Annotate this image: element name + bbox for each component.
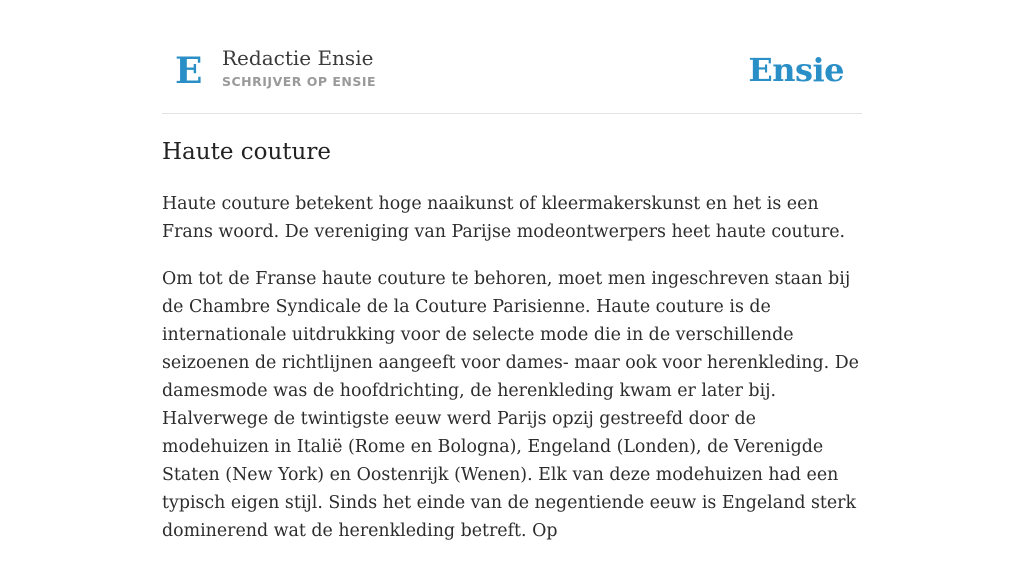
author-avatar[interactable]: E [175,50,203,92]
article-title: Haute couture [162,139,331,165]
article-body [162,190,862,564]
author-role: SCHRIJVER OP ENSIE [222,74,377,89]
article-paragraph: Haute couture betekent hoge naaikunst of kleermakerskunst en het is een Frans woord. De vereniging van Parijse modeontwerpers heet haute couture. [162,194,846,242]
author-name[interactable]: Redactie Ensie [222,46,374,70]
article-card [162,0,862,541]
author-header [162,0,862,114]
article-paragraph: Om tot de Franse haute couture te behoren, moet men ingeschreven staan bij de Chambre Syndicale de la Couture Parisienne. Haute couture is de internationale uitdrukking voor de selecte mode die in de verschillende seizoenen de richtlijnen aangeeft voor dames- maar ook voor herenkleding. De damesmode was de hoofdrichting, de herenkleding kwam er later bij. Halverwege de twintigste eeuw werd Parijs opzij gestreefd door de modehuizen in Italië (Rome en Bologna), Engeland (Londen), de Verenigde Staten (New York) en Oostenrijk (Wenen). Elk van deze modehuizen had een typisch eigen stijl. Sinds het einde van de negentiende eeuw is Engeland sterk dominerend wat de herenkleding betreft. Op [162,269,859,541]
ensie-logo[interactable]: Ensie [748,51,844,89]
